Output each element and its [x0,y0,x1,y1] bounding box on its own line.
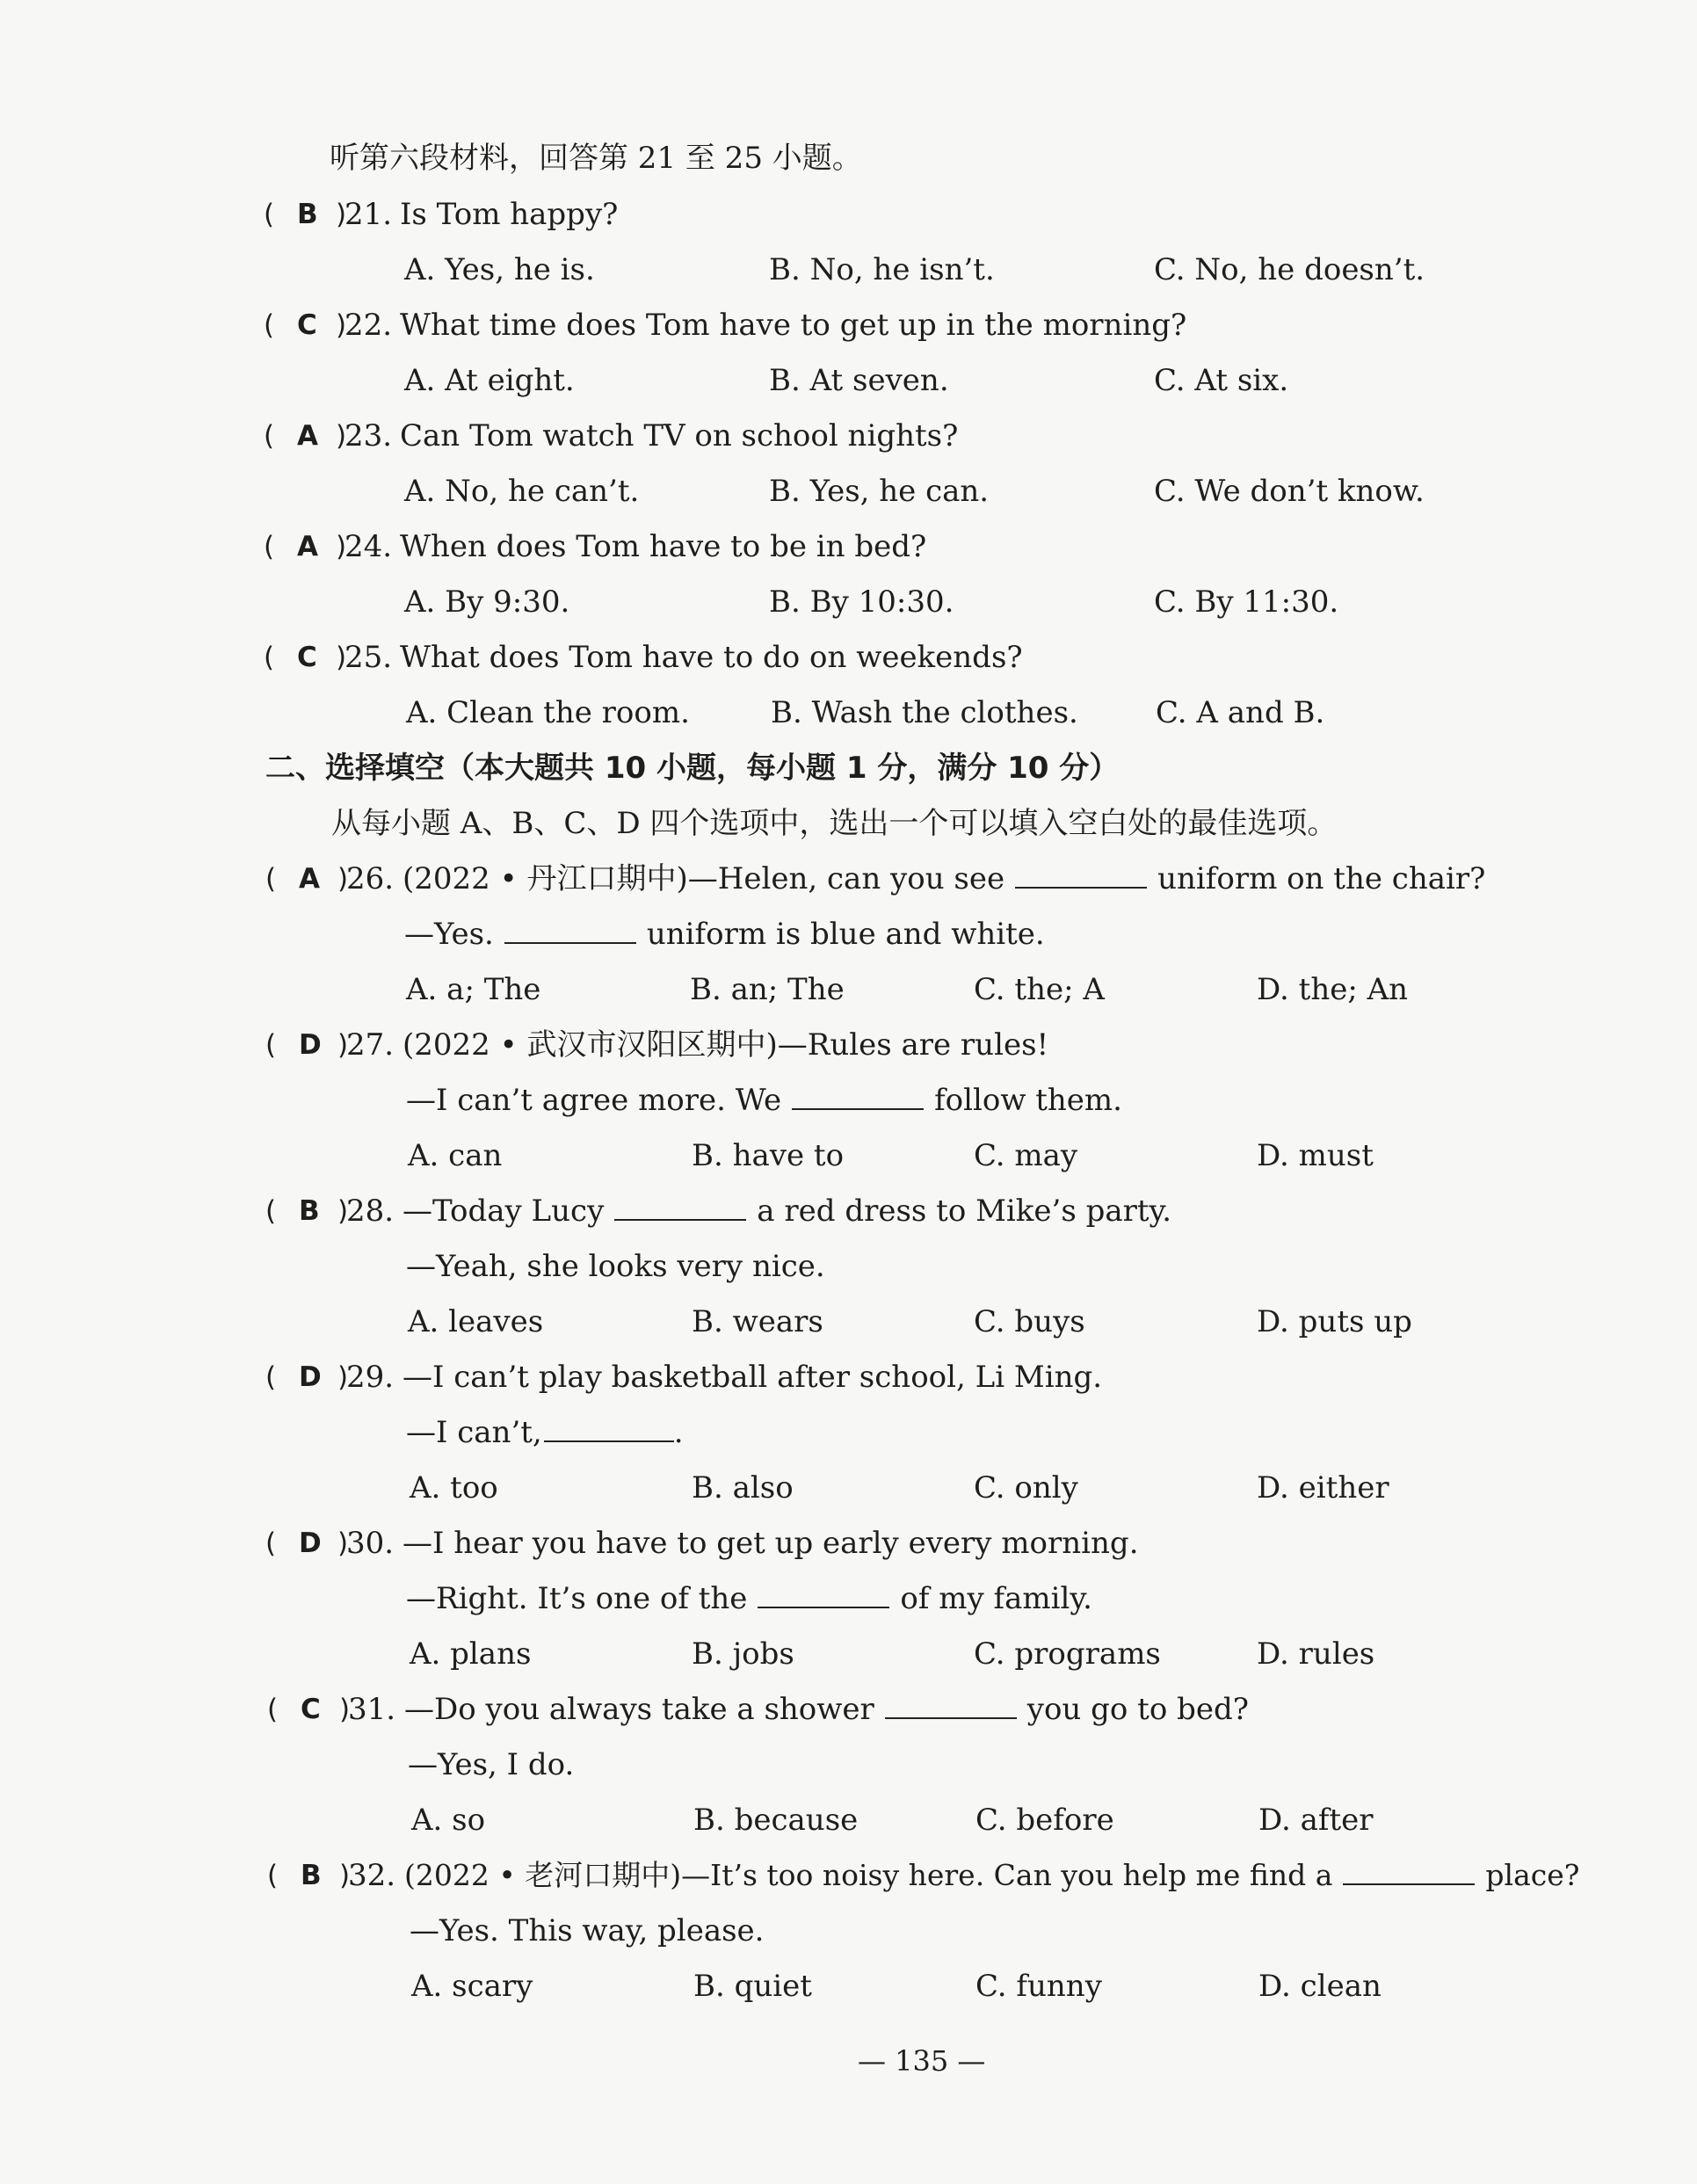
question-text [404,1856,1579,1895]
option-d: D. clean [1258,1969,1382,2004]
option-c: C. buys [974,1304,1085,1339]
answer-blank [1015,860,1147,889]
question-number: 22. [344,308,393,343]
option-a: A. At eight. [404,363,575,398]
answer-letter: C [297,642,317,673]
answer-blank [792,1082,924,1110]
option-d: D. must [1257,1138,1374,1173]
question-number: 26. [346,861,395,896]
answer-bracket: ( C ) 31. [267,1692,396,1727]
option-b: B. because [693,1803,859,1838]
question-number: 21. [344,197,393,232]
option-c: C. At six. [1154,363,1289,398]
question-number: 25. [344,640,393,675]
question-number: 29. [346,1360,395,1395]
option-c: C. may [974,1138,1078,1173]
option-b: B. jobs [692,1636,794,1672]
question-stem-end: place? [1485,1858,1580,1892]
option-c: C. funny [975,1969,1102,2004]
option-c: C. the; A [974,972,1105,1007]
option-c: C. programs [974,1636,1161,1672]
answer-blank [504,916,636,944]
reply-end: follow them. [934,1083,1122,1118]
question-stem-end: you go to bed? [1026,1692,1249,1727]
answer-blank [544,1414,674,1442]
answer-letter: D [299,1527,322,1559]
question-number: 28. [346,1194,395,1229]
answer-bracket: ( A ) 24. [264,529,393,564]
option-d: D. rules [1257,1636,1375,1672]
option-b: B. an; The [690,972,845,1007]
question-text: What time does Tom have to get up in the morning? [400,308,1187,343]
answer-blank [885,1691,1017,1719]
option-a: A. leaves [408,1304,544,1339]
option-a: A. so [411,1803,486,1838]
option-c: C. We don’t know. [1154,474,1425,509]
question-stem-end: uniform on the chair? [1157,861,1486,896]
question-text [404,1690,1249,1729]
question-number: 23. [344,418,393,453]
answer-bracket: ( A ) 23. [264,418,393,453]
answer-bracket: ( D ) 27. [265,1027,395,1063]
answer-letter: B [301,1860,322,1891]
question-stem: (2022 • 老河口期中)—It’s too noisy here. Can you help me find a [404,1858,1333,1892]
answer-letter: B [297,199,318,230]
question-number: 32. [348,1858,396,1893]
answer-letter: C [297,309,317,341]
answer-bracket: ( D ) 29. [265,1360,395,1395]
answer-blank [758,1580,889,1608]
question-text: When does Tom have to be in bed? [400,529,927,564]
option-a: A. plans [410,1636,532,1672]
answer-letter: C [301,1694,321,1725]
reply-start: —I can’t agree more. We [406,1083,782,1118]
question-stem-end: a red dress to Mike’s party. [757,1194,1172,1229]
answer-letter: B [299,1195,320,1227]
reply-start: —Right. It’s one of the [406,1581,748,1616]
reply-start: —I can’t, [406,1415,542,1450]
reply-text [406,1579,1092,1618]
option-d: D. either [1257,1470,1389,1506]
answer-blank [614,1193,746,1221]
question-text: What does Tom have to do on weekends? [400,640,1023,675]
question-number: 31. [348,1692,396,1727]
option-b: B. quiet [693,1969,812,2004]
answer-letter: A [299,863,320,895]
answer-bracket: ( B ) 28. [265,1194,395,1229]
reply-text [406,1413,684,1452]
option-b: B. Wash the clothes. [771,695,1078,730]
option-b: B. No, he isn’t. [769,252,995,287]
question-stem: —Today Lucy [402,1194,605,1229]
question-stem: —Do you always take a shower [404,1692,874,1727]
answer-bracket: ( B ) 32. [267,1858,396,1893]
option-c: C. By 11:30. [1154,584,1339,620]
option-c: C. No, he doesn’t. [1154,252,1425,287]
reply-text: —Yes, I do. [408,1747,575,1782]
answer-bracket: ( D ) 30. [265,1526,395,1561]
answer-blank [1343,1857,1475,1885]
question-stem: (2022 • 丹江口期中)—Helen, can you see [402,861,1005,896]
option-a: A. scary [411,1969,533,2004]
question-text: —I can’t play basketball after school, Li Ming. [402,1360,1103,1395]
reply-end: uniform is blue and white. [646,917,1045,952]
option-c: C. before [975,1803,1114,1838]
reply-start: —Yes. [404,917,494,952]
option-a: A. Clean the room. [406,695,690,730]
option-b: B. Yes, he can. [769,474,990,509]
answer-bracket: ( C ) 22. [264,308,393,343]
answer-letter: A [297,420,318,452]
option-b: B. wears [692,1304,823,1339]
question-text: —I hear you have to get up early every morning. [402,1526,1139,1561]
reply-text: —Yes. This way, please. [410,1913,765,1948]
answer-letter: A [297,531,318,562]
option-c: C. A and B. [1156,695,1325,730]
option-d: D. after [1258,1803,1374,1838]
section-title: 二、选择填空（本大题共 10 小题，每小题 1 分，满分 10 分） [265,751,1120,786]
option-a: A. a; The [406,972,541,1007]
question-number: 27. [346,1027,395,1063]
question-text [402,860,1485,898]
option-a: A. No, he can’t. [404,474,640,509]
option-a: A. too [410,1470,498,1506]
option-a: A. By 9:30. [404,584,570,620]
question-number: 24. [344,529,393,564]
page-number: — 135 — [858,2044,986,2078]
answer-letter: D [299,1029,322,1061]
option-d: D. puts up [1257,1304,1412,1339]
option-b: B. At seven. [769,363,949,398]
answer-bracket: ( A ) 26. [265,861,395,896]
option-b: B. By 10:30. [769,584,954,620]
reply-end: . [673,1415,684,1450]
question-text: Is Tom happy? [400,197,619,232]
listening-intro: 听第六段材料，回答第 21 至 25 小题。 [330,141,862,176]
question-number: 30. [346,1526,395,1561]
option-a: A. can [408,1138,503,1173]
option-a: A. Yes, he is. [404,252,595,287]
answer-bracket: ( C ) 25. [264,640,393,675]
option-d: D. the; An [1257,972,1409,1007]
question-text: (2022 • 武汉市汉阳区期中)—Rules are rules! [402,1027,1049,1063]
option-b: B. have to [692,1138,845,1173]
option-c: C. only [974,1470,1078,1506]
reply-text: —Yeah, she looks very nice. [406,1249,825,1284]
section-instructions: 从每小题 A、B、C、D 四个选项中，选出一个可以填入空白处的最佳选项。 [331,806,1338,841]
reply-end: of my family. [900,1581,1092,1616]
option-b: B. also [692,1470,794,1506]
question-text [402,1192,1171,1230]
answer-bracket: ( B ) 21. [264,197,393,232]
reply-text [404,915,1045,954]
reply-text [406,1081,1122,1120]
answer-letter: D [299,1361,322,1393]
question-text: Can Tom watch TV on school nights? [400,418,959,453]
